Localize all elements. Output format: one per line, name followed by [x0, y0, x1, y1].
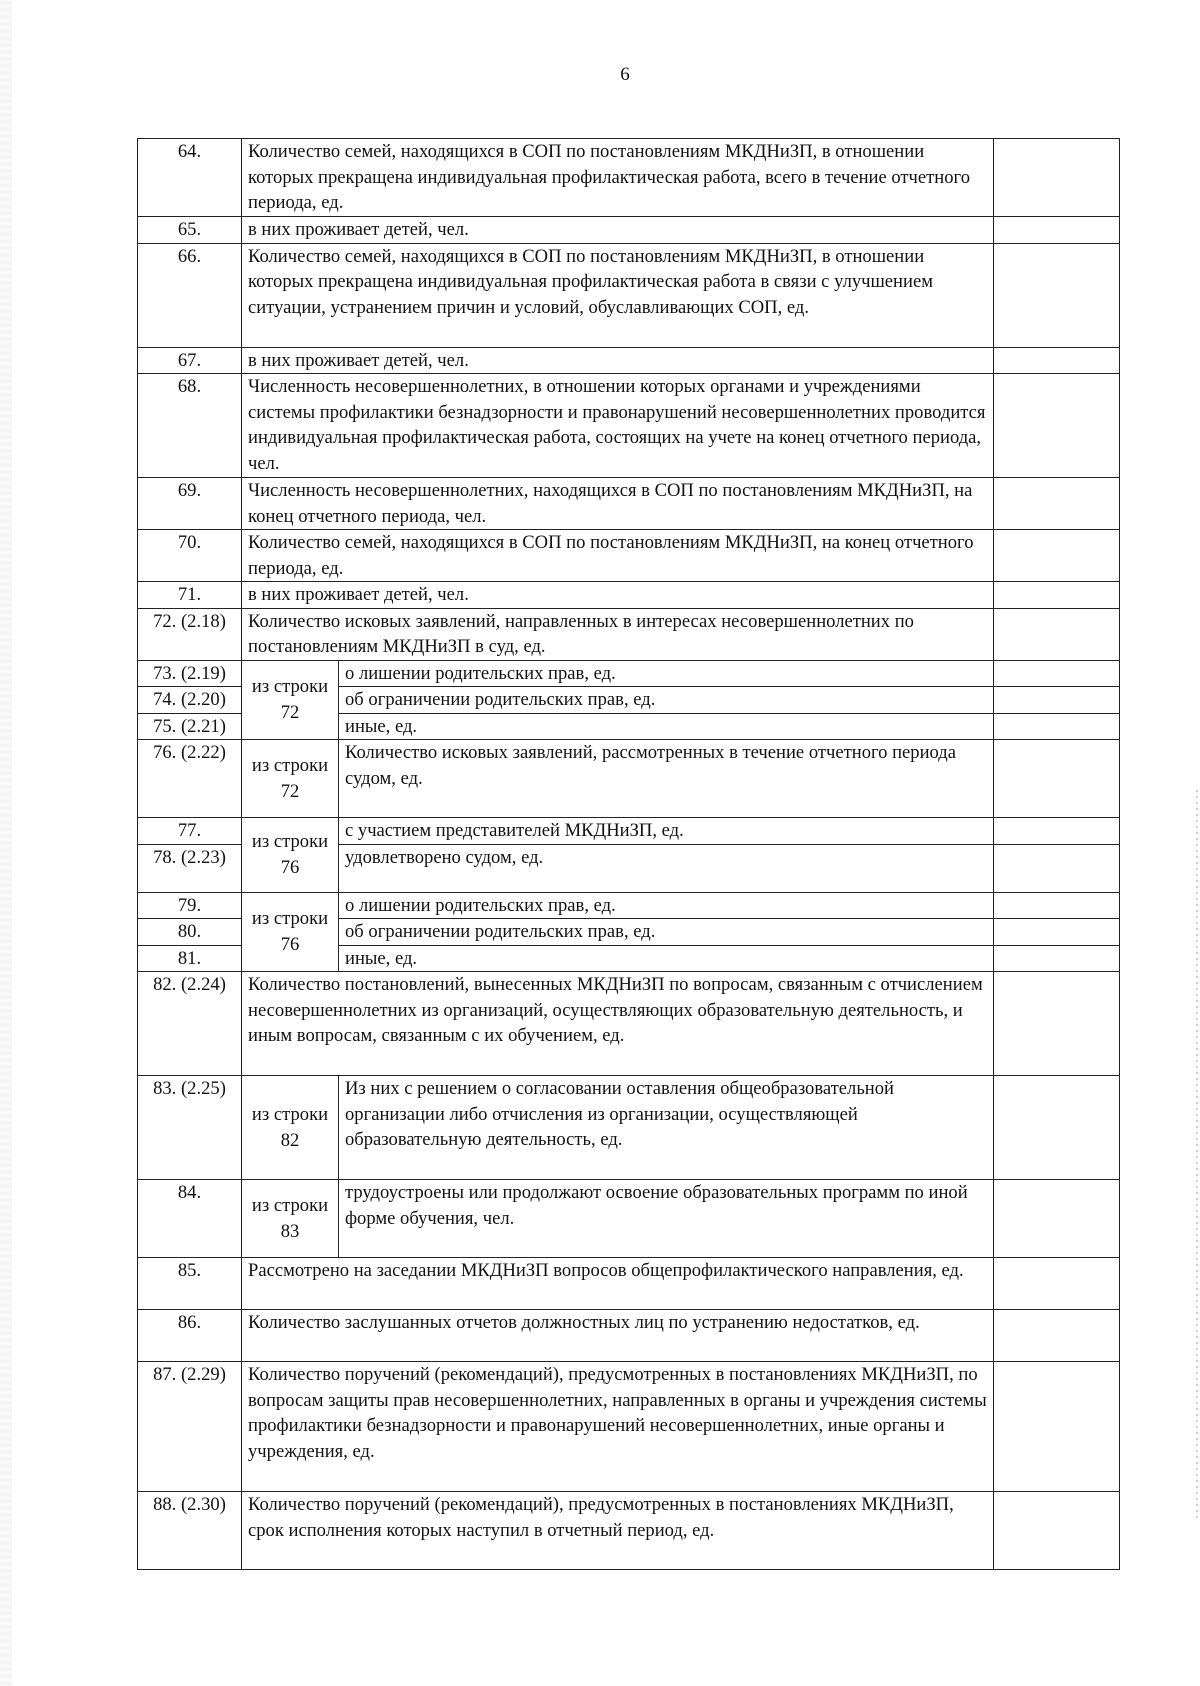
- row-text: об ограничении родительских прав, ед.: [339, 919, 994, 946]
- row-text: Рассмотрено на заседании МКДНиЗП вопросов общепрофилактического направления, ед.: [242, 1258, 994, 1310]
- row-text: трудоустроены или продолжают освоение образовательных программ по иной форме обучения, чел.: [339, 1180, 994, 1258]
- value-cell[interactable]: [994, 972, 1120, 1076]
- row-text: с участием представителей МКДНиЗП, ед.: [339, 818, 994, 845]
- row-group-label: из строки 72: [242, 740, 339, 818]
- table-row: [138, 1362, 1120, 1492]
- row-text: Из них с решением о согласовании оставления общеобразовательной организации либо отчисления из организации, осуществляющей образовательную деятельность, ед.: [339, 1076, 994, 1180]
- row-text: о лишении родительских прав, ед.: [339, 892, 994, 919]
- table-row: [138, 139, 1120, 217]
- value-cell[interactable]: [994, 530, 1120, 582]
- page-number: 6: [620, 64, 630, 85]
- row-group-label: из строки 82: [242, 1076, 339, 1180]
- row-group-label: из строки 76: [242, 892, 339, 972]
- row-text: Количество семей, находящихся в СОП по постановлениям МКДНиЗП, на конец отчетного периода, ед.: [242, 530, 994, 582]
- row-number: 75. (2.21): [138, 713, 242, 740]
- value-cell[interactable]: [994, 347, 1120, 374]
- row-number: 77.: [138, 818, 242, 845]
- row-text: об ограничении родительских прав, ед.: [339, 687, 994, 714]
- row-text: в них проживает детей, чел.: [242, 582, 994, 609]
- row-text: в них проживает детей, чел.: [242, 347, 994, 374]
- row-text: иные, ед.: [339, 945, 994, 972]
- table-row: [138, 582, 1120, 609]
- row-group-label: из строки 72: [242, 660, 339, 740]
- value-cell[interactable]: [994, 139, 1120, 217]
- row-text: Численность несовершеннолетних, находящихся в СОП по постановлениям МКДНиЗП, на конец отчетного периода, чел.: [242, 478, 994, 530]
- row-number: 86.: [138, 1310, 242, 1362]
- row-text: Количество семей, находящихся в СОП по постановлениям МКДНиЗП, в отношении которых прекращена индивидуальная профилактическая работа в связи с улучшением ситуации, устранением причин и условий, обуславливающих СОП, ед.: [242, 243, 994, 347]
- value-cell[interactable]: [994, 740, 1120, 818]
- row-number: 85.: [138, 1258, 242, 1310]
- table-row: [138, 1492, 1120, 1570]
- table-row: [138, 1310, 1120, 1362]
- value-cell[interactable]: [994, 1180, 1120, 1258]
- table-row: [138, 1180, 1120, 1258]
- value-cell[interactable]: [994, 1362, 1120, 1492]
- table-row: [138, 530, 1120, 582]
- row-text: Численность несовершеннолетних, в отношении которых органами и учреждениями системы профилактики безнадзорности и правонарушений несовершеннолетних проводится индивидуальная профилактическая работа, состоящих на учете на конец отчетного периода, чел.: [242, 374, 994, 478]
- row-number: 76. (2.22): [138, 740, 242, 818]
- row-number: 68.: [138, 374, 242, 478]
- table-row: [138, 818, 1120, 845]
- table-row: [138, 478, 1120, 530]
- value-cell[interactable]: [994, 582, 1120, 609]
- row-number: 80.: [138, 919, 242, 946]
- row-number: 72. (2.18): [138, 608, 242, 660]
- value-cell[interactable]: [994, 478, 1120, 530]
- value-cell[interactable]: [994, 374, 1120, 478]
- row-number: 65.: [138, 217, 242, 244]
- row-text: Количество заслушанных отчетов должностных лиц по устранению недостатков, ед.: [242, 1310, 994, 1362]
- value-cell[interactable]: [994, 1258, 1120, 1310]
- table-row: [138, 243, 1120, 347]
- row-number: 82. (2.24): [138, 972, 242, 1076]
- value-cell[interactable]: [994, 660, 1120, 687]
- table-row: [138, 1076, 1120, 1180]
- row-text: в них проживает детей, чел.: [242, 217, 994, 244]
- row-text: о лишении родительских прав, ед.: [339, 660, 994, 687]
- table-row: [138, 892, 1120, 919]
- value-cell[interactable]: [994, 608, 1120, 660]
- value-cell[interactable]: [994, 713, 1120, 740]
- row-text: Количество поручений (рекомендаций), предусмотренных в постановлениях МКДНиЗП, по вопросам защиты прав несовершеннолетних, направленных в органы и учреждения системы профилактики безнадзорности и правонарушений несовершеннолетних, иные органы и учреждения, ед.: [242, 1362, 994, 1492]
- row-group-label: из строки 83: [242, 1180, 339, 1258]
- value-cell[interactable]: [994, 687, 1120, 714]
- row-text: Количество исковых заявлений, рассмотренных в течение отчетного периода судом, ед.: [339, 740, 994, 818]
- row-text: Количество постановлений, вынесенных МКДНиЗП по вопросам, связанным с отчислением несовершеннолетних из организаций, осуществляющих образовательную деятельность, и иным вопросам, связанным с их обучением, ед.: [242, 972, 994, 1076]
- row-group-label: из строки 76: [242, 818, 339, 893]
- row-number: 66.: [138, 243, 242, 347]
- value-cell[interactable]: [994, 818, 1120, 845]
- value-cell[interactable]: [994, 243, 1120, 347]
- row-number: 67.: [138, 347, 242, 374]
- table-row: [138, 217, 1120, 244]
- row-number: 78. (2.23): [138, 844, 242, 892]
- table-row: [138, 740, 1120, 818]
- table-row: [138, 660, 1120, 687]
- row-number: 73. (2.19): [138, 660, 242, 687]
- row-text: Количество семей, находящихся в СОП по постановлениям МКДНиЗП, в отношении которых прекращена индивидуальная профилактическая работа, всего в течение отчетного периода, ед.: [242, 139, 994, 217]
- value-cell[interactable]: [994, 945, 1120, 972]
- table-row: [138, 374, 1120, 478]
- value-cell[interactable]: [994, 217, 1120, 244]
- row-number: 71.: [138, 582, 242, 609]
- row-text: иные, ед.: [339, 713, 994, 740]
- row-number: 64.: [138, 139, 242, 217]
- row-number: 81.: [138, 945, 242, 972]
- row-number: 87. (2.29): [138, 1362, 242, 1492]
- row-text: Количество поручений (рекомендаций), предусмотренных в постановлениях МКДНиЗП, срок исполнения которых наступил в отчетный период, ед.: [242, 1492, 994, 1570]
- table-row: [138, 347, 1120, 374]
- scan-left-edge: [0, 0, 12, 1686]
- value-cell[interactable]: [994, 1076, 1120, 1180]
- row-number: 83. (2.25): [138, 1076, 242, 1180]
- scan-right-edge-mark: [1196, 790, 1198, 1520]
- row-number: 88. (2.30): [138, 1492, 242, 1570]
- row-number: 84.: [138, 1180, 242, 1258]
- table-row: [138, 1258, 1120, 1310]
- value-cell[interactable]: [994, 1310, 1120, 1362]
- row-number: 69.: [138, 478, 242, 530]
- row-text: Количество исковых заявлений, направленных в интересах несовершеннолетних по постановлениям МКДНиЗП в суд, ед.: [242, 608, 994, 660]
- report-table: [137, 138, 1120, 1570]
- table-row: [138, 972, 1120, 1076]
- value-cell[interactable]: [994, 844, 1120, 892]
- table-row: [138, 608, 1120, 660]
- value-cell[interactable]: [994, 919, 1120, 946]
- row-number: 79.: [138, 892, 242, 919]
- value-cell[interactable]: [994, 892, 1120, 919]
- row-text: удовлетворено судом, ед.: [339, 844, 994, 892]
- row-number: 74. (2.20): [138, 687, 242, 714]
- row-number: 70.: [138, 530, 242, 582]
- value-cell[interactable]: [994, 1492, 1120, 1570]
